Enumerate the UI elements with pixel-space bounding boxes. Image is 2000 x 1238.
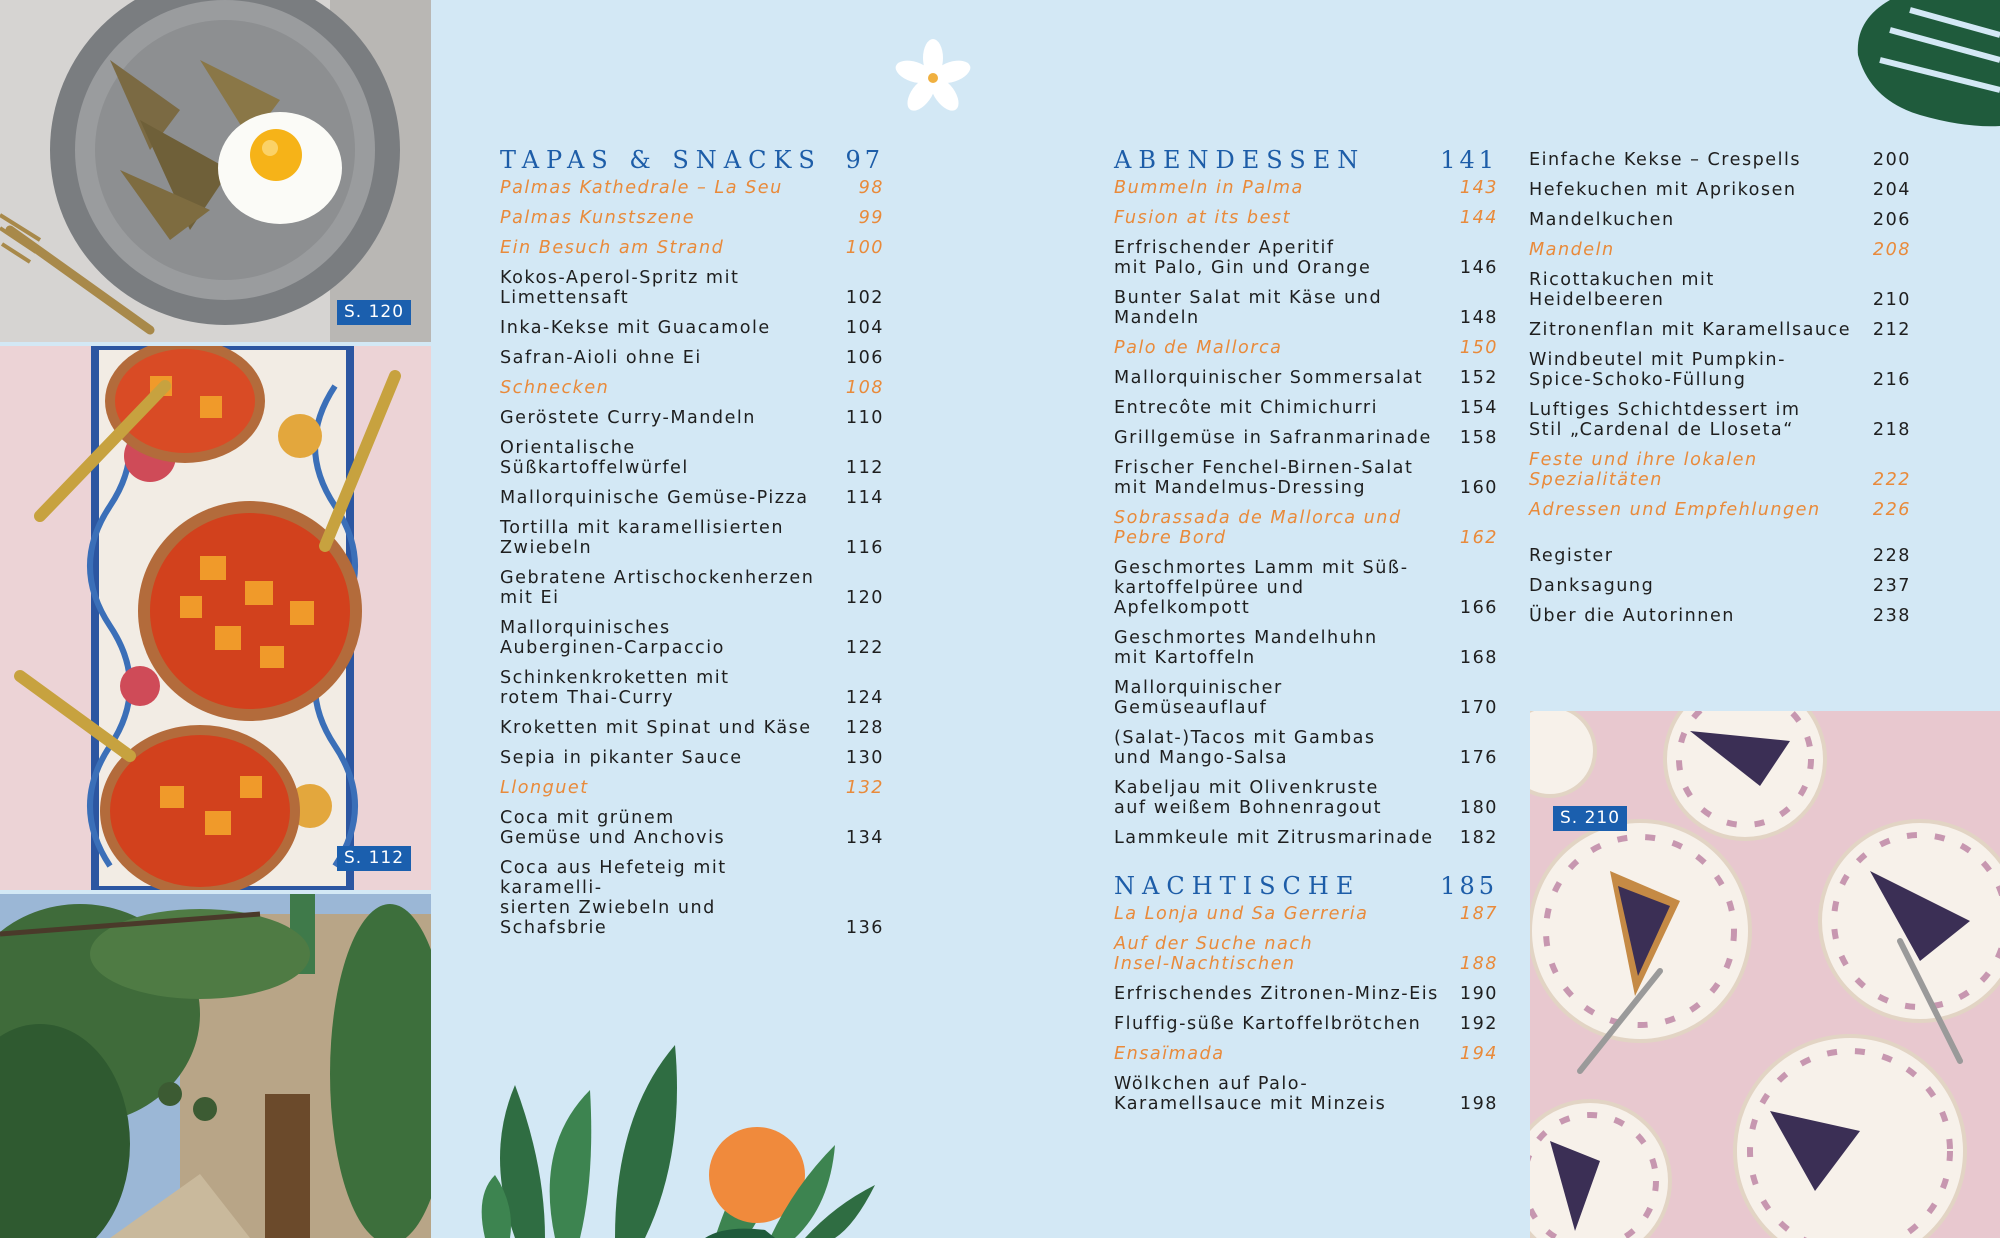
toc-entry-page: 238: [1872, 606, 1911, 626]
toc-entry-title: Einfache Kekse – Crespells: [1529, 150, 1802, 170]
toc-entry-title: Orientalische Süßkartoffelwürfel: [500, 438, 689, 478]
toc-entry-page: 148: [1459, 308, 1498, 328]
toc-entry[interactable]: [500, 378, 884, 398]
toc-entry-page: 182: [1459, 828, 1498, 848]
toc-entry[interactable]: [500, 618, 884, 658]
section-heading-abendessen: [1114, 146, 1498, 176]
toc-column-continued: [1529, 150, 1911, 626]
section-heading-tapas: [500, 146, 884, 176]
toc-entry-title: Gebratene Artischockenherzen mit Ei: [500, 568, 815, 608]
toc-entry[interactable]: [1114, 984, 1498, 1004]
heading-page: 141: [1440, 146, 1498, 174]
toc-entry-page: 212: [1872, 320, 1911, 340]
toc-entry[interactable]: [1529, 500, 1911, 520]
toc-entry[interactable]: [1114, 1014, 1498, 1034]
toc-entry[interactable]: [500, 568, 884, 608]
toc-entry-title: Mallorquinischer Sommersalat: [1114, 368, 1424, 388]
toc-entry-title: Mallorquinisches Auberginen-Carpaccio: [500, 618, 725, 658]
toc-entry[interactable]: [500, 778, 884, 798]
toc-entry-title: Sepia in pikanter Sauce: [500, 748, 743, 768]
toc-entry-title: Luftiges Schichtdessert im Stil „Cardenal de Lloseta“: [1529, 400, 1801, 440]
toc-entry-page: 112: [845, 458, 884, 478]
toc-entry-title: Entrecôte mit Chimichurri: [1114, 398, 1378, 418]
toc-entry-title: Palmas Kunstszene: [500, 208, 696, 228]
toc-entry-page: 102: [845, 288, 884, 308]
toc-entry[interactable]: [1114, 934, 1498, 974]
toc-entry-title: Coca mit grünem Gemüse und Anchovis: [500, 808, 726, 848]
toc-entry-title: Geschmortes Mandelhuhn mit Kartoffeln: [1114, 628, 1378, 668]
toc-entry-page: 106: [845, 348, 884, 368]
toc-entry[interactable]: [500, 808, 884, 848]
toc-entry-page: 110: [845, 408, 884, 428]
photo-blueberry-ricotta-cake: [1530, 711, 2000, 1238]
toc-entry-title: Zitronenflan mit Karamellsauce: [1529, 320, 1852, 340]
toc-entry-title: Geröstete Curry-Mandeln: [500, 408, 756, 428]
toc-entry[interactable]: [1529, 350, 1911, 390]
toc-entry-title: Ensaïmada: [1114, 1044, 1225, 1064]
toc-entry-title: Ricottakuchen mit Heidelbeeren: [1529, 270, 1715, 310]
toc-entry-page: 188: [1459, 954, 1498, 974]
toc-entry-title: Mandeln: [1529, 240, 1615, 260]
toc-entry-page: 208: [1872, 240, 1911, 260]
toc-entry[interactable]: [1114, 458, 1498, 498]
toc-entry-page: 237: [1872, 576, 1911, 596]
toc-entry-title: Erfrischender Aperitif mit Palo, Gin und Orange: [1114, 238, 1372, 278]
toc-entry[interactable]: [1529, 270, 1911, 310]
toc-entry-page: 206: [1872, 210, 1911, 230]
toc-entry-page: 160: [1459, 478, 1498, 498]
toc-entry-title: Kroketten mit Spinat und Käse: [500, 718, 812, 738]
toc-entry-page: 152: [1459, 368, 1498, 388]
toc-entry-page: 99: [858, 208, 884, 228]
toc-entry-title: Mallorquinischer Gemüseauflauf: [1114, 678, 1283, 718]
toc-entry-title: Schnecken: [500, 378, 610, 398]
toc-entry-title: Safran-Aioli ohne Ei: [500, 348, 702, 368]
toc-entry-page: 116: [845, 538, 884, 558]
toc-entry-page: 190: [1459, 984, 1498, 1004]
toc-entry[interactable]: [1529, 210, 1911, 230]
toc-entry-page: 226: [1872, 500, 1911, 520]
toc-entry-title: Bunter Salat mit Käse und Mandeln: [1114, 288, 1383, 328]
toc-entry-page: 104: [845, 318, 884, 338]
toc-entry-title: Windbeutel mit Pumpkin- Spice-Schoko-Füllung: [1529, 350, 1786, 390]
toc-entry-page: 122: [845, 638, 884, 658]
toc-entry-page: 194: [1459, 1044, 1498, 1064]
toc-entry[interactable]: [500, 518, 884, 558]
toc-entry-title: Palo de Mallorca: [1114, 338, 1283, 358]
toc-entry-title: Adressen und Empfehlungen: [1529, 500, 1821, 520]
toc-entry[interactable]: [500, 268, 884, 308]
toc-entry[interactable]: [1529, 180, 1911, 200]
toc-entry-title: Lammkeule mit Zitrusmarinade: [1114, 828, 1434, 848]
toc-entry-title: Über die Autorinnen: [1529, 606, 1735, 626]
toc-entry[interactable]: [1114, 678, 1498, 718]
toc-entry-title: Fusion at its best: [1114, 208, 1291, 228]
toc-entry[interactable]: [1114, 728, 1498, 768]
toc-entry[interactable]: [500, 238, 884, 258]
toc-entry-title: Bummeln in Palma: [1114, 178, 1304, 198]
photo-village-street: [0, 894, 431, 1238]
toc-entry[interactable]: [500, 348, 884, 368]
toc-entry-page: 158: [1459, 428, 1498, 448]
toc-entry-page: 98: [858, 178, 884, 198]
toc-entry[interactable]: [1114, 778, 1498, 818]
toc-entry-page: 187: [1459, 904, 1498, 924]
toc-column-tapas: [500, 146, 884, 938]
toc-entry-page: 166: [1459, 598, 1498, 618]
toc-entry[interactable]: [1114, 508, 1498, 548]
toc-entry-title: Coca aus Hefeteig mit karamelli- sierten Zwiebeln und Schafsbrie: [500, 858, 727, 938]
toc-entry[interactable]: [1114, 628, 1498, 668]
toc-entry-page: 192: [1459, 1014, 1498, 1034]
toc-entry-page: 176: [1459, 748, 1498, 768]
toc-entry[interactable]: [1114, 208, 1498, 228]
toc-entry[interactable]: [1529, 546, 1911, 566]
toc-entry[interactable]: [500, 488, 884, 508]
toc-entry-page: 150: [1459, 338, 1498, 358]
toc-entry-title: Llonguet: [500, 778, 589, 798]
toc-entry[interactable]: [500, 858, 884, 938]
toc-entry-page: 114: [845, 488, 884, 508]
toc-entry-title: Sobrassada de Mallorca und Pebre Bord: [1114, 508, 1402, 548]
toc-entry-page: 154: [1459, 398, 1498, 418]
toc-entry-page: 130: [845, 748, 884, 768]
toc-entry-title: Schinkenkroketten mit rotem Thai-Curry: [500, 668, 730, 708]
toc-entry-title: Palmas Kathedrale – La Seu: [500, 178, 783, 198]
toc-entry[interactable]: [1529, 400, 1911, 440]
toc-entry-page: 143: [1459, 178, 1498, 198]
toc-entry-page: 168: [1459, 648, 1498, 668]
white-flower-icon: [893, 38, 973, 118]
toc-entry[interactable]: [500, 318, 884, 338]
heading-title: TAPAS & SNACKS: [500, 146, 822, 174]
toc-entry-page: 210: [1872, 290, 1911, 310]
toc-entry-page: 216: [1872, 370, 1911, 390]
heading-page: 97: [845, 146, 884, 174]
toc-entry[interactable]: [1114, 558, 1498, 618]
toc-entry-page: 162: [1459, 528, 1498, 548]
toc-entry[interactable]: [1114, 288, 1498, 328]
toc-entry-title: Kabeljau mit Olivenkruste auf weißem Bohnenragout: [1114, 778, 1383, 818]
toc-entry[interactable]: [1114, 1074, 1498, 1114]
toc-entry[interactable]: [1114, 178, 1498, 198]
page-label-s210: S. 210: [1553, 806, 1627, 831]
toc-entry-page: 146: [1459, 258, 1498, 278]
toc-entry-page: 200: [1872, 150, 1911, 170]
toc-entry[interactable]: [500, 178, 884, 198]
toc-entry[interactable]: [1529, 150, 1911, 170]
toc-entry-title: Grillgemüse in Safranmarinade: [1114, 428, 1432, 448]
toc-entry[interactable]: [1529, 606, 1911, 626]
toc-entry-title: Ein Besuch am Strand: [500, 238, 725, 258]
toc-entry-page: 120: [845, 588, 884, 608]
toc-entry-page: 128: [845, 718, 884, 738]
toc-entry-page: 222: [1872, 470, 1911, 490]
toc-entry[interactable]: [500, 438, 884, 478]
toc-entry[interactable]: [500, 748, 884, 768]
toc-entry-page: 100: [845, 238, 884, 258]
heading-title: NACHTISCHE: [1114, 872, 1361, 900]
toc-entry-title: Geschmortes Lamm mit Süß- kartoffelpüree und Apfelkompott: [1114, 558, 1409, 618]
toc-entry-title: (Salat-)Tacos mit Gambas und Mango-Salsa: [1114, 728, 1376, 768]
photo-artichokes-egg: [0, 0, 431, 342]
toc-entry-page: 198: [1459, 1094, 1498, 1114]
toc-entry-title: Tortilla mit karamellisierten Zwiebeln: [500, 518, 784, 558]
toc-entry-title: Hefekuchen mit Aprikosen: [1529, 180, 1797, 200]
toc-entry-page: 218: [1872, 420, 1911, 440]
page-label-s120: S. 120: [337, 300, 411, 325]
toc-entry-title: Fluffig-süße Kartoffelbrötchen: [1114, 1014, 1422, 1034]
toc-entry-title: Auf der Suche nach Insel-Nachtischen: [1114, 934, 1314, 974]
page-label-s112: S. 112: [337, 846, 411, 871]
toc-entry[interactable]: [1114, 428, 1498, 448]
toc-entry-page: 124: [845, 688, 884, 708]
toc-entry-page: 108: [845, 378, 884, 398]
heading-title: ABENDESSEN: [1114, 146, 1366, 174]
toc-entry-title: Frischer Fenchel-Birnen-Salat mit Mandelmus-Dressing: [1114, 458, 1414, 498]
toc-entry[interactable]: [1529, 240, 1911, 260]
toc-entry-title: Mandelkuchen: [1529, 210, 1675, 230]
leaves-orange-illustration: [475, 1035, 895, 1238]
toc-entry[interactable]: [1114, 904, 1498, 924]
toc-entry-page: 134: [845, 828, 884, 848]
toc-entry-page: 136: [845, 918, 884, 938]
toc-entry-title: Erfrischendes Zitronen-Minz-Eis: [1114, 984, 1439, 1004]
toc-entry[interactable]: [1114, 398, 1498, 418]
toc-entry-title: Register: [1529, 546, 1614, 566]
toc-entry-title: Danksagung: [1529, 576, 1655, 596]
toc-entry[interactable]: [1114, 238, 1498, 278]
toc-entry-title: Wölkchen auf Palo- Karamellsauce mit Minzeis: [1114, 1074, 1387, 1114]
section-heading-nachtische: [1114, 872, 1498, 902]
photo-sweet-potato-pans: [0, 346, 431, 890]
toc-entry[interactable]: [500, 408, 884, 428]
toc-entry-title: La Lonja und Sa Gerreria: [1114, 904, 1369, 924]
toc-entry-page: 204: [1872, 180, 1911, 200]
toc-entry[interactable]: [1114, 368, 1498, 388]
toc-entry[interactable]: [1114, 338, 1498, 358]
toc-entry[interactable]: [1529, 450, 1911, 490]
toc-entry-title: Mallorquinische Gemüse-Pizza: [500, 488, 809, 508]
toc-entry[interactable]: [500, 208, 884, 228]
toc-entry[interactable]: [1529, 320, 1911, 340]
toc-entry[interactable]: [500, 668, 884, 708]
toc-entry-title: Inka-Kekse mit Guacamole: [500, 318, 771, 338]
toc-entry-page: 170: [1459, 698, 1498, 718]
monstera-leaf-icon: [1850, 0, 2000, 130]
heading-page: 185: [1440, 872, 1498, 900]
toc-column-abendessen: [1114, 146, 1498, 1114]
toc-entry[interactable]: [1114, 1044, 1498, 1064]
toc-entry[interactable]: [1529, 576, 1911, 596]
toc-entry-page: 144: [1459, 208, 1498, 228]
toc-entry-page: 228: [1872, 546, 1911, 566]
toc-entry-title: Kokos-Aperol-Spritz mit Limettensaft: [500, 268, 740, 308]
toc-entry-page: 180: [1459, 798, 1498, 818]
toc-entry-title: Feste und ihre lokalen Spezialitäten: [1529, 450, 1758, 490]
toc-entry[interactable]: [1114, 828, 1498, 848]
toc-entry-page: 132: [845, 778, 884, 798]
toc-entry[interactable]: [500, 718, 884, 738]
